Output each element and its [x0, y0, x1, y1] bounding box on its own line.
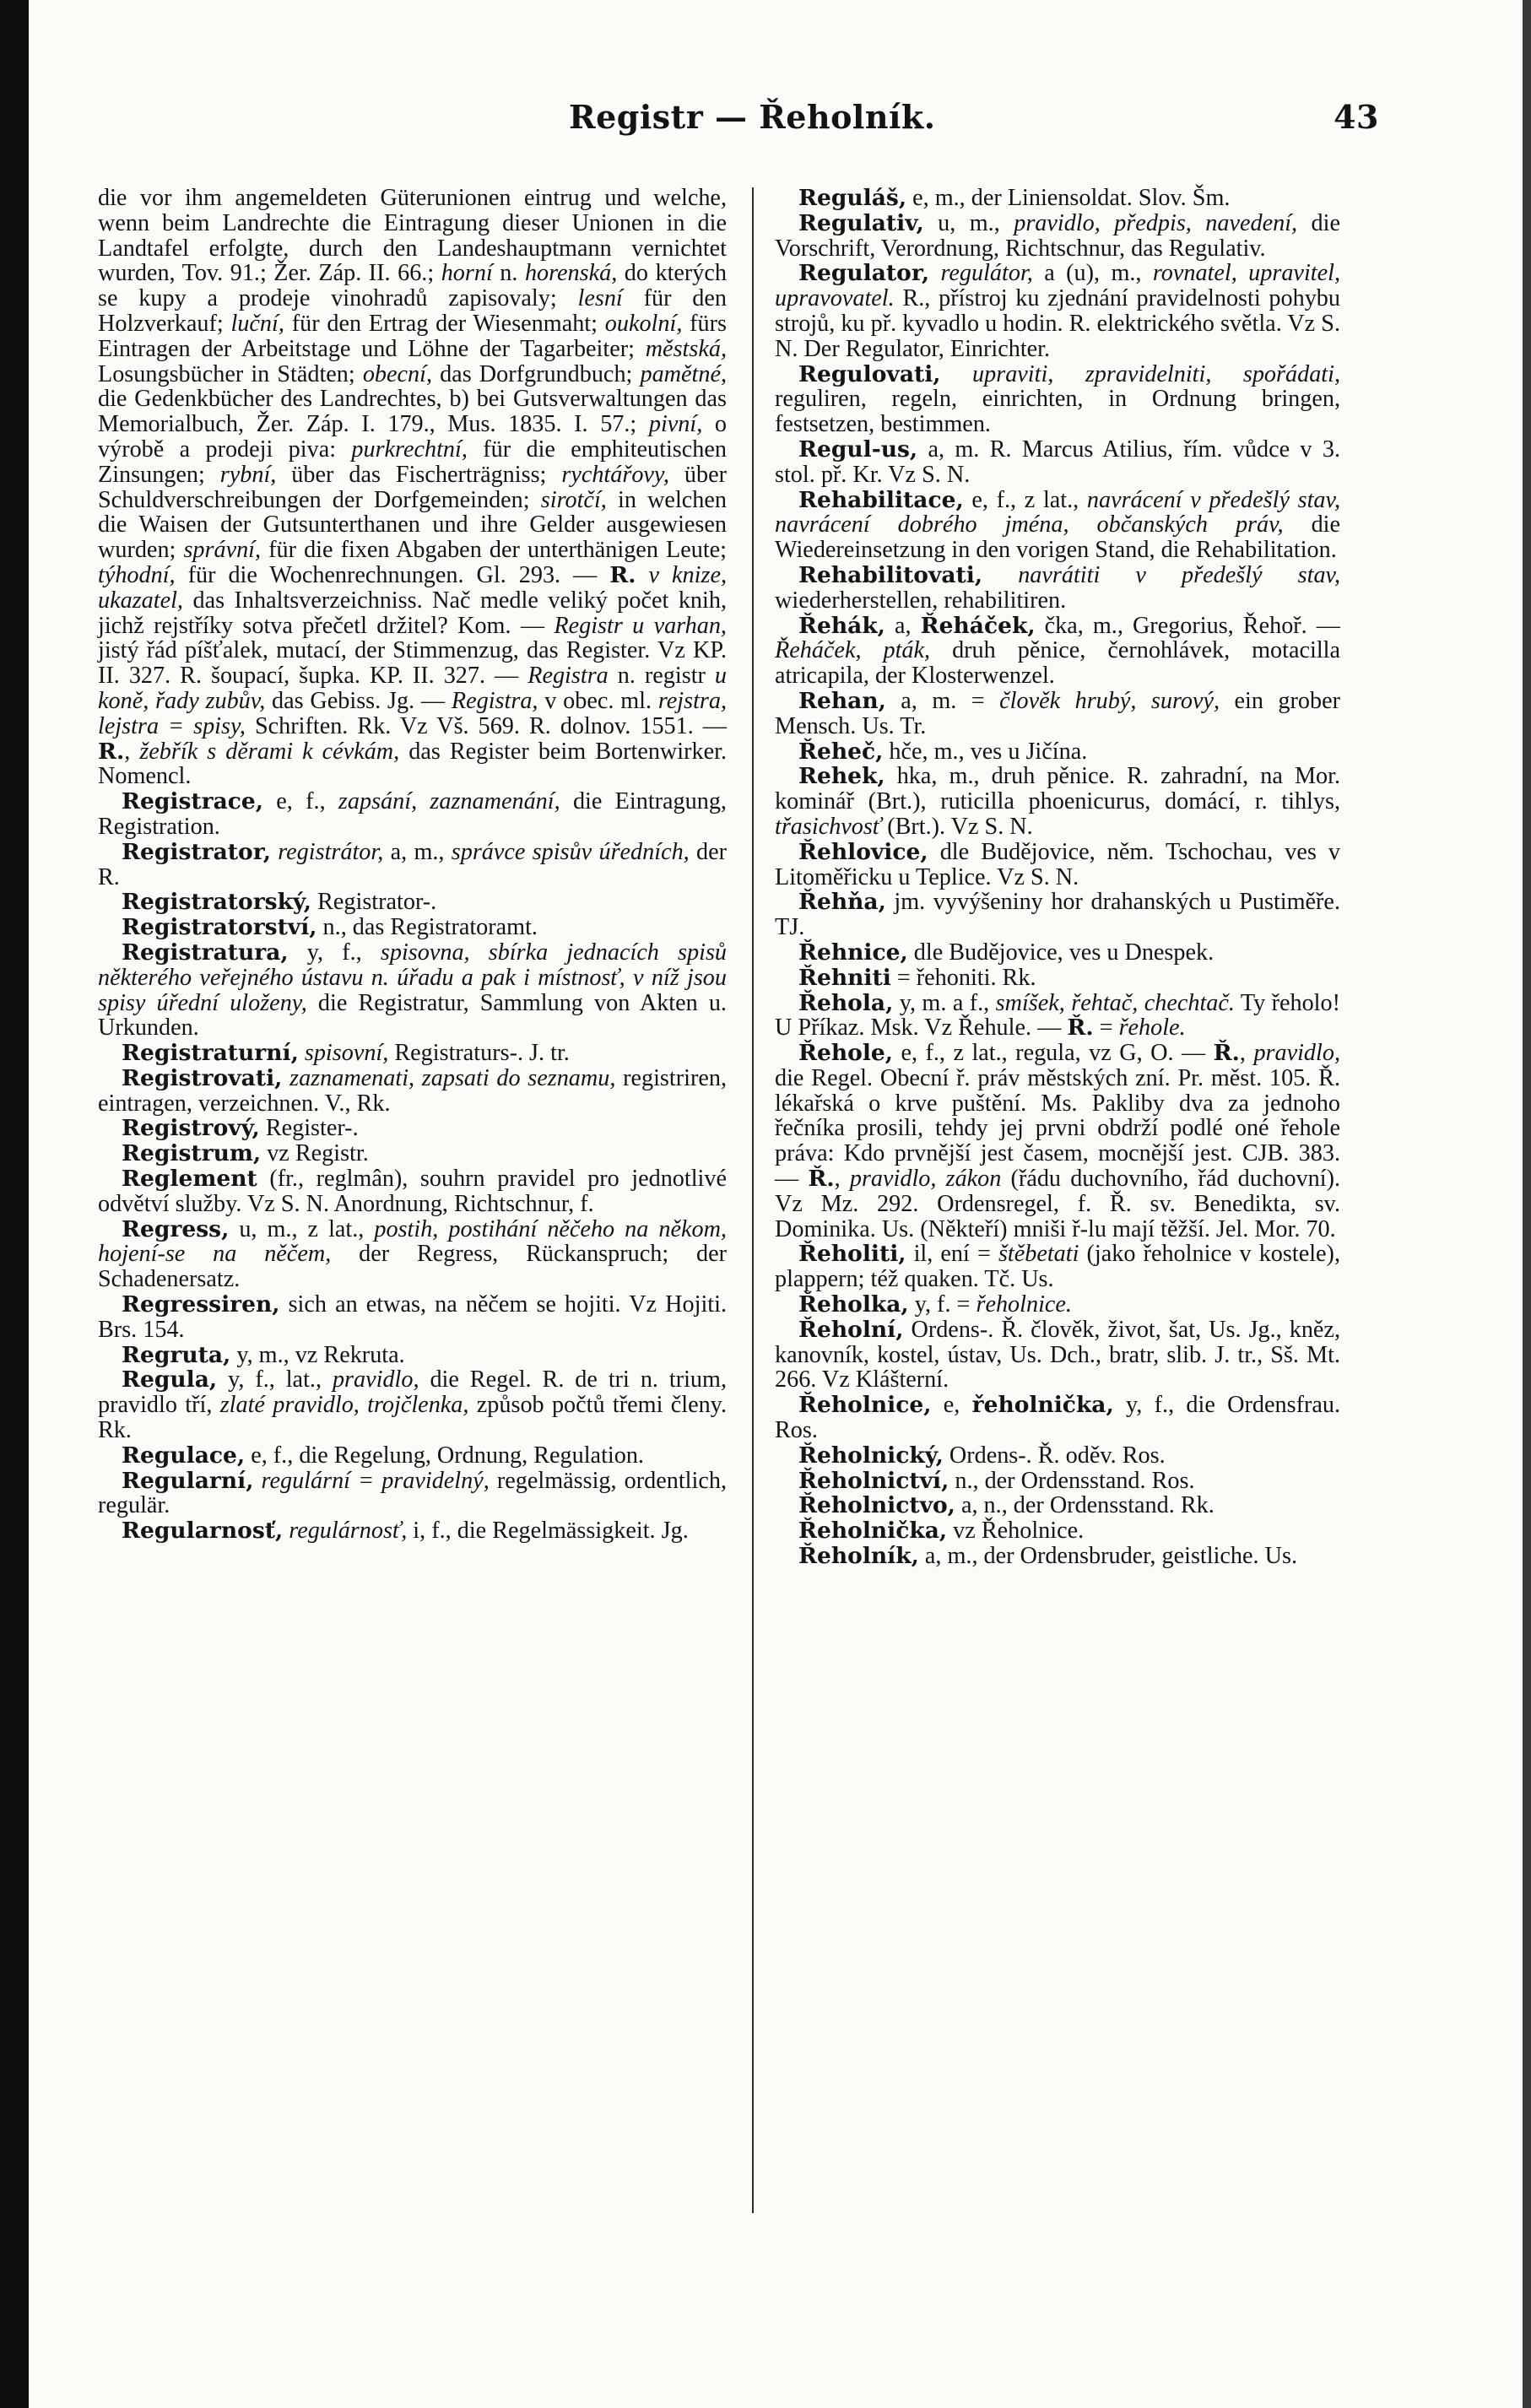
dictionary-entry: Rehan, a, m. = člověk hrubý, surový, ein grober Mensch. Us. Tr. — [775, 687, 1340, 739]
dictionary-entry: Registraturní, spisovní, Registraturs-. J. tr. — [122, 1040, 570, 1067]
dictionary-entry: Řeheč, hče, m., ves u Jičína. — [798, 738, 1088, 765]
dictionary-entry: Reguláš, e, m., der Liniensoldat. Slov. Šm. — [798, 185, 1231, 211]
page-header — [569, 98, 1379, 149]
dictionary-entry: Řehák, a, Řeháček, čka, m., Gregorius, Řehoř. — Řeháček, pták, druh pěnice, černohlávek, motacilla atricapila, der Klosterwenzel. — [775, 612, 1340, 690]
scan-binding-edge — [0, 0, 29, 2408]
left-column — [98, 186, 727, 1544]
dictionary-entry: Řeholnice, e, řeholnička, y, f., die Ordensfrau. Ros. — [775, 1392, 1341, 1444]
dictionary-entry: Registratorský, Registrator-. — [122, 889, 437, 916]
dictionary-entry: Regulace, e, f., die Regelung, Ordnung, Regulation. — [122, 1442, 644, 1469]
dictionary-entry: Řehlovice, dle Budějovice, něm. Tschochau, ves v Litoměřicku u Teplice. Vz S. N. — [775, 838, 1340, 890]
dictionary-entry: Reglement (fr., reglmân), souhrn pravidel pro jednotlivé odvětví služby. Vz S. N. Anordnung, Richtschnur, f. — [98, 1166, 727, 1217]
column-divider — [752, 187, 754, 2213]
dictionary-entry: Řeholník, a, m., der Ordensbruder, geistliche. Us. — [798, 1543, 1298, 1570]
dictionary-entry: Registrovati, zaznamenati, zapsati do seznamu, registriren, eintragen, verzeichnen. V., Rk. — [98, 1064, 727, 1117]
dictionary-entry: Registratorství, n., das Registratoramt. — [122, 914, 538, 941]
dictionary-entry: Regulativ, u, m., pravidlo, předpis, navedení, die Vorschrift, Verordnung, Richtschnur, das Regulativ. — [775, 209, 1340, 262]
dictionary-entry: Regruta, y, m., vz Rekruta. — [122, 1341, 405, 1368]
dictionary-entry: Regulator, regulátor, a (u), m., rovnatel, upravitel, upravovatel. R., přístroj ku zjednání pravidelnosti pohybu strojů, ku př. kyvadlo u hodin. R. elektrického světla. Vz S. N. Der Regulator, Einrichter. — [775, 260, 1340, 362]
right-column — [775, 186, 1340, 1569]
dictionary-entry: Regul-us, a, m. R. Marcus Atilius, řím. vůdce v 3. stol. př. Kr. Vz S. N. — [775, 436, 1340, 488]
dictionary-entry: Řehniti = řehoniti. Rk. — [798, 964, 1036, 991]
dictionary-entry: Řeholní, Ordens-. Ř. člověk, život, šat, Us. Jg., kněz, kanovník, kostel, ústav, Us. Dch., bratr, slib. J. tr., Sš. Mt. 266. Vz Klášterní. — [775, 1316, 1340, 1393]
dictionary-entry: Regularnosť, regulárnosť, i, f., die Regelmässigkeit. Jg. — [122, 1518, 689, 1545]
dictionary-entry: Registrum, vz Registr. — [122, 1140, 369, 1167]
dictionary-entry: Řehole, e, f., z lat., regula, vz G, O. — Ř., pravidlo, die Regel. Obecní ř. práv městských zní. Pr. měst. 105. Ř. lékařská o krve puštění. Ms. Pakliby dva za jednoho řečníka prosili, tehdy jej prvni obdrží podlé oné řehole práva: Kdo prvnější jest časem, mocnější jest. CJB. 383. — Ř., pravidlo, zákon (řádu duchovního, řád duchovní). Vz Mz. 292. Ordensregel, f. Ř. sv. Benedikta, sv. Dominika. Us. (Někteří) mniši ř-lu mají těžší. Jel. Mor. 70. — [775, 1040, 1341, 1242]
dictionary-entry: Řeholnictvo, a, n., der Ordensstand. Rk. — [798, 1492, 1215, 1519]
dictionary-entry: Regularní, regulární = pravidelný, regelmässig, ordentlich, regulär. — [98, 1467, 727, 1519]
dictionary-entry: Registrový, Register-. — [122, 1115, 359, 1142]
dictionary-entry: Řeholiti, il, ení = štěbetati (jako řeholnice v kostele), plappern; též quaken. Tč. Us. — [775, 1241, 1340, 1293]
scan-right-edge — [1523, 0, 1531, 2408]
page-number: 43 — [1334, 98, 1379, 136]
dictionary-entry: Rehek, hka, m., druh pěnice. R. zahradní, na Mor. kominář (Brt.), ruticilla phoenicurus, domácí, r. tihlys, třasichvosť (Brt.). Vz S. N. — [775, 763, 1340, 840]
dictionary-entry: die vor ihm angemeldeten Güterunionen eintrug und welche, wenn beim Landrechte die Eintragung dieser Unionen in die Landtafel erfolgte, durch den Landeshauptmann vernichtet wurden, Tov. 91.; Žer. Záp. II. 66.; horní n. horenská, do kterých se kupy a prodeje vinohradů zapisovaly; lesní für den Holzverkauf; luční, für den Ertrag der Wiesenmaht; oukolní, fürs Eintragen der Arbeitstage und Löhne der Tagarbeiter; městská, Losungsbücher in Städten; obecní, das Dorfgrundbuch; pamětné, die Gedenkbücher des Landrechtes, b) bei Gutsverwaltungen das Memorialbuch, Žer. Záp. I. 179., Mus. 1835. I. 57.; pivní, o výrobě a prodeji piva: purkrechtní, für die emphiteutischen Zinsungen; rybní, über das Fischerträgniss; rychtářovy, über Schuldverschreibungen der Dorfgemeinden; sirotčí, in welchen die Waisen der Gutsunterthanen und ihre Gelder ausgewiesen wurden; správní, für die fixen Abgaben der unterthänigen Leute; týhodní, für die Wochenrechnungen. Gl. 293. — R. v knize, ukazatel, das Inhaltsverzeichniss. Nač medle veliký počet knih, jichž rejstříky sotva přečetl držitel? Kom. — Registr u varhan, jistý řád píšťalek, mutací, der Stimmenzug, das Register. Vz KP. II. 327. R. šoupací, šupka. KP. II. 327. — Registra n. registr u koně, řady zubův, das Gebiss. Jg. — Registra, v obec. ml. rejstra, lejstra = spisy, Schriften. Rk. Vz Vš. 569. R. dolnov. 1551. — R., žebřík s děrami k cévkám, das Register beim Bortenwirker. Nomencl. — [98, 185, 728, 790]
dictionary-entry: Řeholnický, Ordens-. Ř. oděv. Ros. — [798, 1442, 1166, 1469]
dictionary-entry: Řeholnička, vz Řeholnice. — [798, 1518, 1085, 1545]
dictionary-entry: Řeholnictví, n., der Ordensstand. Ros. — [798, 1467, 1195, 1494]
dictionary-entry: Řehnice, dle Budějovice, ves u Dnespek. — [798, 939, 1215, 966]
dictionary-entry: Rehabilitace, e, f., z lat., navrácení v předešlý stav, navrácení dobrého jména, občanských práv, die Wiedereinsetzung in den vorigen Stand, die Rehabilitation. — [775, 486, 1341, 564]
dictionary-entry: Registrator, registrátor, a, m., správce spisův úředních, der R. — [98, 838, 728, 890]
dictionary-entry: Řeholka, y, f. = řeholnice. — [798, 1291, 1072, 1318]
dictionary-entry: Regulovati, upraviti, zpravidelniti, spořádati, reguliren, regeln, einrichten, in Ordnung bringen, festsetzen, bestimmen. — [775, 360, 1340, 438]
dictionary-entry: Registratura, y, f., spisovna, sbírka jednacích spisů některého veřejného ústavu n. úřadu a pak i místnosť, v níž jsou spisy úřední uloženy, die Registratur, Sammlung von Akten u. Urkunden. — [98, 939, 728, 1042]
dictionary-entry: Řehola, y, m. a f., smíšek, řehtač, chechtač. Ty řeholo! U Příkaz. Msk. Vz Řehule. — Ř. = řehole. — [775, 989, 1340, 1042]
dictionary-entry: Registrace, e, f., zapsání, zaznamenání, die Eintragung, Registration. — [98, 788, 727, 840]
dictionary-entry: Regress, u, m., z lat., postih, postihání něčeho na někom, hojení-se na něčem, der Regress, Rückanspruch; der Schadenersatz. — [98, 1215, 728, 1293]
dictionary-entry: Regressiren, sich an etwas, na něčem se hojiti. Vz Hojiti. Brs. 154. — [98, 1291, 727, 1343]
dictionary-entry: Rehabilitovati, navrátiti v předešlý stav, wiederherstellen, rehabilitiren. — [775, 561, 1341, 614]
dictionary-entry: Regula, y, f., lat., pravidlo, die Regel. R. de tri n. trium, pravidlo tří, zlaté pravidlo, trojčlenka, způsob počtů třemi členy. Rk. — [98, 1366, 727, 1444]
running-title: Registr — Řeholník. — [569, 98, 936, 136]
dictionary-entry: Řehňa, jm. vyvýšeniny hor drahanských u Pustiměře. TJ. — [775, 889, 1340, 941]
